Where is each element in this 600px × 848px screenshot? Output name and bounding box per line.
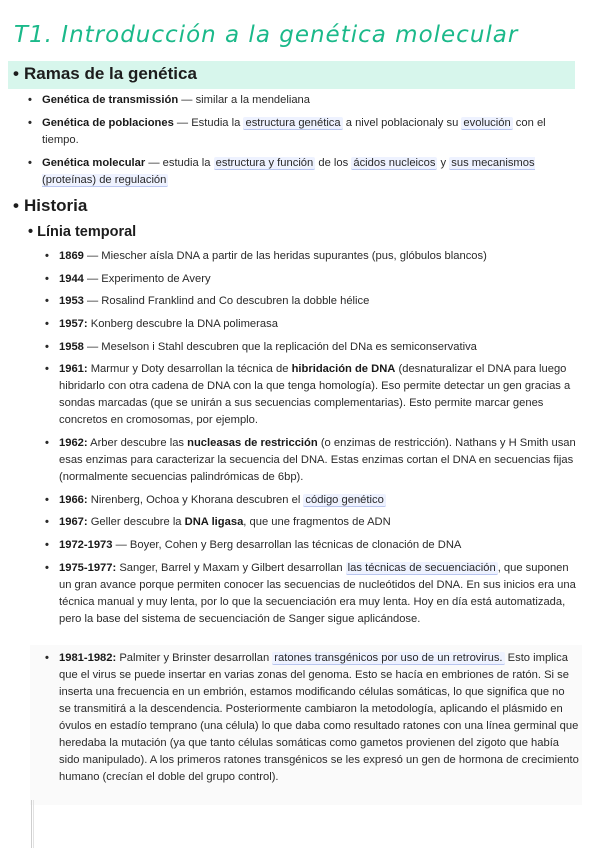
- bullet-icon: •: [45, 562, 49, 574]
- bullet-icon: •: [45, 437, 49, 449]
- bullet-icon: •: [28, 117, 32, 129]
- link-mecanismos-regulacion[interactable]: sus mecanismos (proteínas) de regulación: [42, 157, 535, 186]
- bullet-icon: •: [45, 539, 49, 551]
- heading-historia-text: Historia: [24, 196, 88, 215]
- divider: [33, 800, 34, 848]
- bullet-icon: •: [28, 157, 32, 169]
- timeline-item: • 1961: Marmur y Doty desarrollan la técnica de hibridación de DNA (desnaturalizar el DNA para luego hibridarlo con otra cadena de DNA con la que tenga homología). Eso permite detectar un gen gracias a sondas marcadas (que se unirán a sus secuencias complementarias). Esto permite marcar genes concretos en cromosomas, por ejemplo.: [45, 363, 571, 426]
- list-item: • Genética de transmissión — similar a la mendeliana: [42, 92, 578, 109]
- bullet-icon: •: [45, 250, 49, 262]
- bullet-icon: •: [45, 318, 49, 330]
- link-ratones-transgenicos[interactable]: ratones transgénicos por uso de un retrovirus.: [274, 652, 503, 664]
- bullet-icon: •: [45, 652, 49, 664]
- heading-ramas: [8, 61, 575, 89]
- bullet-icon: •: [28, 224, 34, 240]
- link-evolucion[interactable]: evolución: [463, 117, 511, 129]
- timeline-item: • 1953 — Rosalind Franklind and Co descubren la dobble hélice: [59, 293, 579, 310]
- timeline-item: • 1972-1973 — Boyer, Cohen y Berg desarrollan las técnicas de clonación de DNA: [59, 537, 579, 554]
- timeline-item: • 1869 — Miescher aísla DNA a partir de las heridas supurantes (pus, glóbulos blancos): [59, 248, 579, 265]
- heading-historia: [8, 193, 87, 219]
- bullet-icon: •: [45, 494, 49, 506]
- subheading-linia-temporal: • Línia temporal: [28, 224, 137, 240]
- list-item: • Genética de poblaciones — Estudia la estructura genética a nivel poblacionaly su evolución con el tiempo.: [28, 117, 546, 146]
- link-acidos-nucleicos[interactable]: ácidos nucleicos: [353, 157, 436, 169]
- timeline-item: • 1958 — Meselson i Stahl descubren que la replicación del DNa es semiconservativa: [59, 339, 579, 356]
- timeline-item: • 1962: Arber descubre las nucleasas de restricción (o enzimas de restricción). Nathans y H Smith usan esas enzimas para caracterizar la secuencia del DNA. Estas enzimas cortan el DNA en secuencias fijas (normalmente secuencias palindrómicas de 6bp).: [45, 437, 576, 483]
- heading-ramas-text: Ramas de la genética: [24, 64, 197, 83]
- bullet-icon: •: [45, 273, 49, 285]
- bullet-icon: •: [45, 295, 49, 307]
- link-estructura-genetica[interactable]: estructura genética: [245, 117, 341, 129]
- divider: [31, 800, 32, 848]
- timeline-item: • 1975-1977: Sanger, Barrel y Maxam y Gilbert desarrollan las técnicas de secuenciación , que suponen un gran avance porque permiten conocer las secuencias de nucleótidos del DNA. En sus inicios era una técnica manual y muy lenta, por lo que la secuenciación era muy lenta. Hoy en día está automatizada, pero la base del sistema de secuenciación de Sanger sigue aplicándose.: [45, 562, 576, 625]
- bullet-icon: •: [45, 341, 49, 353]
- timeline-item: • 1957: Konberg descubre la DNA polimerasa: [59, 316, 579, 333]
- link-estructura-funcion[interactable]: estructura y función: [215, 157, 314, 169]
- timeline-item: • 1944 — Experimento de Avery: [59, 271, 579, 288]
- bullet-icon: •: [13, 64, 19, 83]
- bullet-icon: •: [45, 516, 49, 528]
- link-tecnicas-secuenciacion[interactable]: las técnicas de secuenciación: [347, 562, 496, 574]
- page-title: T1. Introducción a la genética molecular: [14, 22, 519, 48]
- bullet-icon: •: [13, 196, 19, 215]
- timeline-item: • 1967: Geller descubre la DNA ligasa, que une fragmentos de ADN: [59, 514, 579, 531]
- timeline-item: • 1981-1982: Palmiter y Brinster desarrollan ratones transgénicos por uso de un retrovirus. Esto implica que el virus se puede insertar en varias zonas del genoma. Esto se hacía en embriones de ratón. Si se inserta una frecuencia en un embrión, estamos modificando células somáticas, lo que significa que no se transmitirá a la descendencia. Posteriormente cambiaron la metodología, aplicando el plásmido en óvulos en estadío temprano (una célula) lo que daba como resultado ratones con una línea germinal que heredaba la mutación (ya que tanto células somáticas como gametos provienen del zigoto que había sido manipulado). A los primeros ratones transgénicos se les expresó un gen de hormona de crecimiento humano (crecían el doble del grupo control).: [45, 652, 579, 783]
- bullet-icon: •: [28, 94, 32, 106]
- bullet-icon: •: [45, 363, 49, 375]
- link-codigo-genetico[interactable]: código genético: [305, 494, 384, 506]
- list-item: • Genética molecular — estudia la estructura y función de los ácidos nucleicos y sus mecanismos (proteínas) de regulación: [28, 157, 535, 186]
- timeline-item: • 1966: Nirenberg, Ochoa y Khorana descubren el código genético: [59, 492, 579, 509]
